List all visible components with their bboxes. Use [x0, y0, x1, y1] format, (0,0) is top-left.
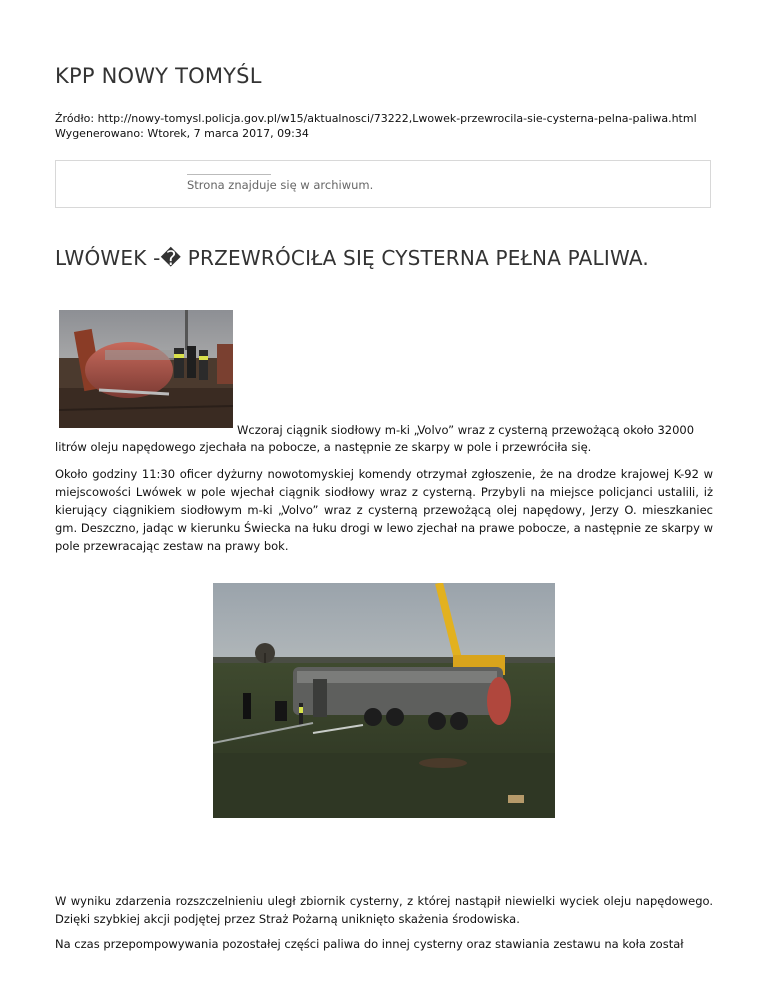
article-headline: LWÓWEK -� PRZEWRÓCIŁA SIĘ CYSTERNA PEŁNA PALIWA.: [55, 246, 649, 270]
article-paragraph-4: Na czas przepompowywania pozostałej części paliwa do innej cysterny oraz stawiania zestawu na koła został: [55, 937, 684, 951]
site-title: KPP NOWY TOMYŚL: [55, 64, 262, 88]
article-paragraph-1-line-1: Wczoraj ciągnik siodłowy m-ki „Volvo” wraz z cysterną przewożącą około 32000: [237, 423, 695, 437]
article-paragraph-2: Około godziny 11:30 oficer dyżurny nowotomyskiej komendy otrzymał zgłoszenie, że na drodze krajowej K-92 w miejscowości Lwówek w pole wjechał ciągnik siodłowy wraz z cysterną. Przybyli na miejsce policjanci ustalili, iż kierujący ciągnikiem siodłowym m-ki „Volvo” wraz z cysterną przewożącą olej napędowy, Jerzy O. mieszkaniec gm. Deszczno, jadąc w kierunku Świecka na łuku drogi w lewo zjechał na prawe pobocze, a następnie ze skarpy w pole przewracając zestaw na prawy bok.: [55, 467, 713, 553]
document-meta: [55, 111, 697, 141]
article-paragraph-1-line-2: litrów oleju napędowego zjechała na pobocze, a następnie ze skarpy w pole i przewróciła się.: [55, 440, 592, 454]
article-photo-tanker-closeup: [59, 310, 233, 428]
archive-notice: Strona znajduje się w archiwum.: [187, 178, 374, 192]
article-photo-tanker-field: [213, 583, 555, 818]
archive-divider: [187, 174, 271, 175]
source-url: Źródło: http://nowy-tomysl.policja.gov.pl/w15/aktualnosci/73222,Lwowek-przewrocila-sie-cysterna-pelna-paliwa.html: [55, 112, 697, 125]
generated-date: Wygenerowano: Wtorek, 7 marca 2017, 09:34: [55, 127, 309, 140]
archive-notice-box: [55, 160, 711, 208]
article-paragraph-3: W wyniku zdarzenia rozszczelnieniu uległ zbiornik cysterny, z której nastąpił niewielki wyciek oleju napędowego. Dzięki szybkiej akcji podjętej przez Straż Pożarną uniknięto skażenia środowiska.: [55, 894, 713, 926]
